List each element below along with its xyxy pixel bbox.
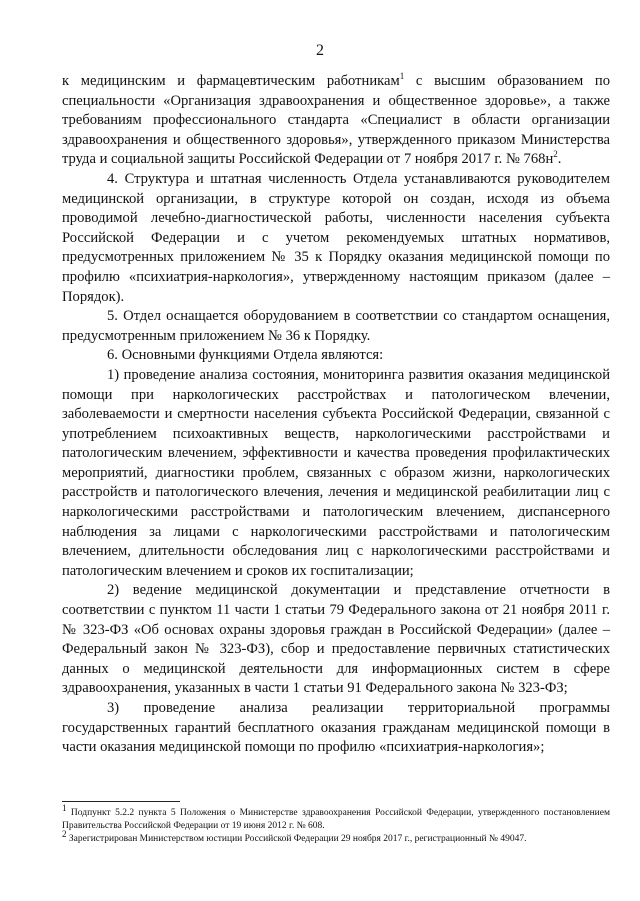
footnote-mark: 1 [62,802,67,813]
footnotes [62,802,610,847]
paragraph-text: 1) проведение анализа состояния, мониторинга развития оказания медицинской помощи при наркологических расстройствах и патологическом влечении, заболеваемости и смертности населения субъекта Российской Федерации, связанной с употреблением психоактивных веществ, наркологическими расстройствами и патологическим влечением, эффективности и качества проведения профилактических мероприятий, диагностики проблем, связанных с образом жизни, наркологических расстройств и патологического влечения, лечения и медицинской реабилитации лиц с наркологическими расстройствами и патологическим влечением, диспансерного наблюдения за лицами с наркологическими расстройствами и патологическим влечением, длительности обследования лиц с наркологическими расстройствами и патологическим влечением и сроков их госпитализации; [62,366,610,579]
footnote [62,828,610,846]
paragraph [62,72,610,170]
footnote-separator [62,801,180,802]
paragraph-text: с высшим образованием по специальности «Организация здравоохранения и общественное здоровье», а также требованиям профессионального стандарта «Специалист в области организации здравоохранения и общественного здоровья», утвержденного приказом Министерства труда и социальной защиты Российской Федерации от 7 ноября 2017 г. № 768н [62,73,610,168]
footnote-reference: 2 [553,149,558,160]
paragraph-text: 4. Структура и штатная численность Отдела устанавливаются руководителем медицинской организации, в структуре которой он создан, исходя из объема проводимой лечебно-диагностической работы, численности населения субъекта Российской Федерации и с учетом рекомендуемых штатных нормативов, предусмотренных приложением № 35 к Порядку оказания медицинской помощи по профилю «психиатрия-наркология», утвержденному настоящим приказом (далее – Порядок). [62,170,610,305]
paragraph-text: 6. Основными функциями Отдела являются: [107,347,384,364]
paragraph-text: 3) проведение анализа реализации территориальной программы государственных гарантий бесплатного оказания гражданам медицинской помощи в части оказания медицинской помощи по профилю «психиатрия-наркология»; [62,700,610,756]
body-text [62,72,610,758]
footnote [62,802,610,832]
paragraph [62,581,610,699]
footnote-text: Подпункт 5.2.2 пункта 5 Положения о Министерстве здравоохранения Российской Федерации, утвержденного постановлением Правительства Российской Федерации от 19 июня 2012 г. № 608. [62,808,610,831]
footnote-reference: 1 [399,71,405,82]
paragraph-text: к медицинским и фармацевтическим работникам [62,73,400,89]
paragraph [62,170,610,307]
paragraph [62,366,610,582]
paragraph [62,699,610,758]
page-number: 2 [316,42,324,59]
paragraph [62,307,610,346]
paragraph-text: 2) ведение медицинской документации и представление отчетности в соответствии с пунктом 11 части 1 статьи 79 Федерального закона от 21 ноября 2011 г. № 323-ФЗ «Об основах охраны здоровья граждан в Российской Федерации» (далее – Федеральный закон № 323-ФЗ), сбор и предоставление первичных статистических данных о медицинской деятельности для информационных систем в сфере здравоохранения, указанных в части 1 статьи 91 Федерального закона № 323-ФЗ; [62,582,610,697]
footnote-mark: 2 [62,828,67,839]
paragraph-text: . [557,151,562,168]
paragraph-text: 5. Отдел оснащается оборудованием в соответствии со стандартом оснащения, предусмотренным приложением № 36 к Порядку. [62,308,610,344]
footnote-text: Зарегистрирован Министерством юстиции Российской Федерации 29 ноября 2017 г., регистрационный № 49047. [66,834,527,844]
paragraph [62,346,610,366]
